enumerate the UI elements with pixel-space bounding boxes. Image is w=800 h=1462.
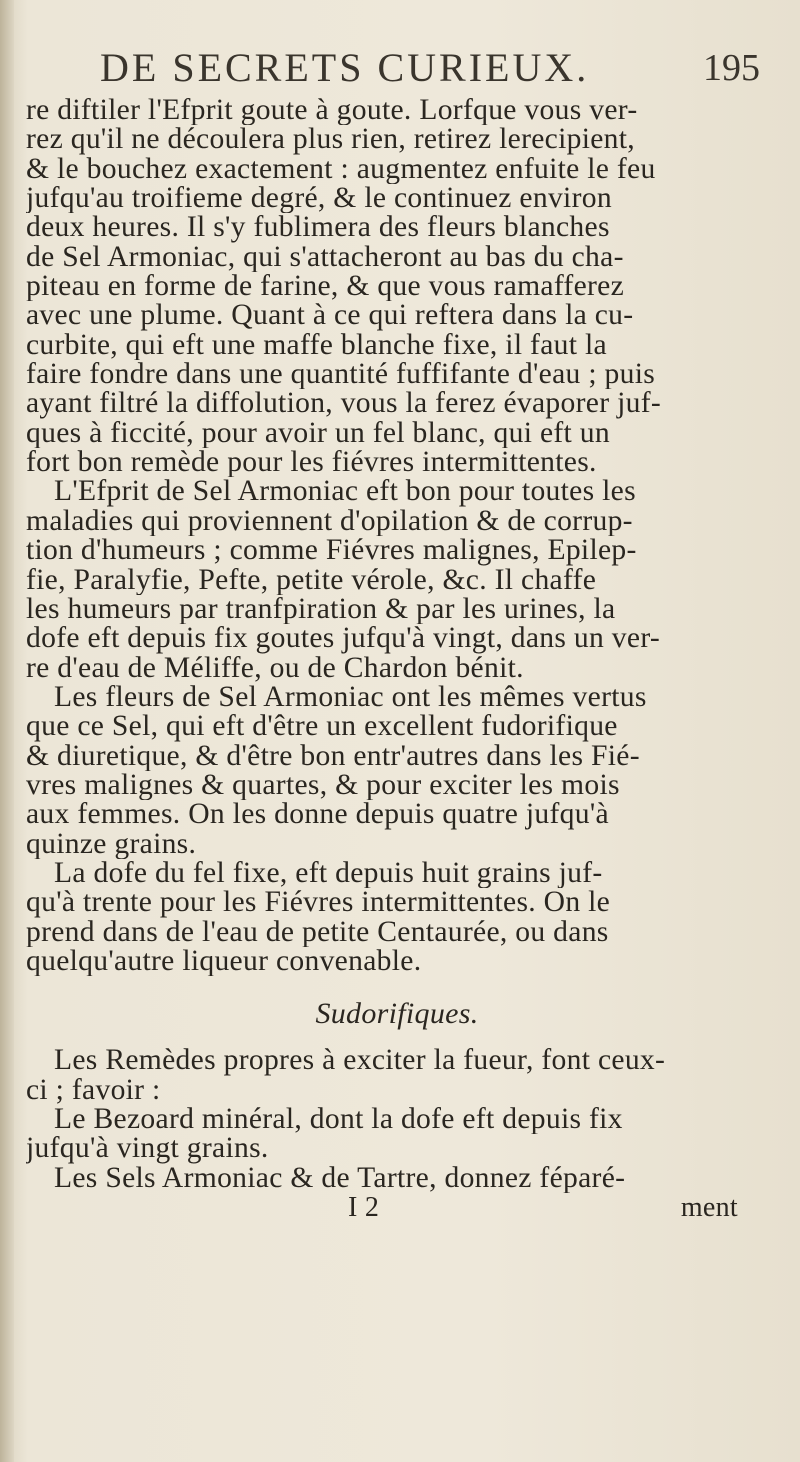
text-line: Les fleurs de Sel Armoniac ont les mêmes vertus [54, 682, 647, 713]
text-line: quinze grains. [26, 829, 197, 859]
text-line: les humeurs par tranfpiration & par les urines, la [26, 594, 616, 625]
paragraph [26, 1046, 768, 1105]
text-line: & le bouchez exactement : augmentez enfuite le feu [26, 154, 656, 185]
text-line: jufqu'à vingt grains. [26, 1134, 269, 1164]
text-line: & diuretique, & d'être bon entr'autres dans les Fié- [26, 741, 640, 771]
text-line: deux heures. Il s'y fublimera des fleurs blanches [26, 213, 610, 243]
text-line: que ce Sel, qui eft d'être un excellent fudorifique [26, 712, 618, 742]
text-line: de Sel Armoniac, qui s'attacheront au bas du cha- [26, 242, 624, 273]
text-line: ques à ficcité, pour avoir un fel blanc, qui eft un [26, 418, 610, 449]
catchword: ment [680, 1192, 738, 1224]
page-number: 195 [703, 47, 760, 89]
text-line: quelqu'autre liqueur convenable. [26, 946, 422, 977]
text-line: curbite, qui eft une maffe blanche fixe, il faut la [26, 330, 607, 361]
text-line: re d'eau de Méliffe, ou de Chardon bénit. [26, 653, 524, 683]
text-line: faire fondre dans une quantité fuffifante d'eau ; puis [26, 360, 656, 390]
text-line: L'Efprit de Sel Armoniac eft bon pour toutes les [54, 477, 636, 507]
text-line: vres malignes & quartes, & pour exciter les mois [26, 770, 620, 801]
paragraph [26, 96, 768, 477]
paragraph [26, 1164, 768, 1193]
text-line: tion d'humeurs ; comme Fiévres malignes, Epilep- [26, 536, 637, 566]
paragraph [26, 859, 768, 976]
text-line: Les Sels Armoniac & de Tartre, donnez féparé- [54, 1163, 626, 1194]
body-text [26, 96, 768, 1223]
signature-mark: I 2 [348, 1192, 380, 1224]
text-line: dofe eft depuis fix goutes jufqu'à vingt, dans un ver- [26, 624, 661, 654]
page-gutter [0, 0, 14, 1462]
paragraph [26, 683, 768, 859]
text-line: re diftiler l'Efprit goute à goute. Lorfque vous ver- [26, 96, 638, 126]
text-line: aux femmes. On les donne depuis quatre jufqu'à [26, 800, 609, 830]
text-line: fort bon remède pour les fiévres intermittentes. [26, 448, 597, 478]
section-paragraphs-block [26, 1046, 768, 1193]
text-line: qu'à trente pour les Fiévres intermittentes. On le [26, 888, 611, 918]
paragraphs-block [26, 96, 768, 976]
text-line: rez qu'il ne découlera plus rien, retirez lerecipient, [26, 125, 635, 155]
text-line: prend dans de l'eau de petite Centaurée, ou dans [26, 917, 609, 947]
paragraph [26, 1105, 768, 1164]
text-line: La dofe du fel fixe, eft depuis huit grains juf- [54, 858, 603, 889]
text-line: ci ; favoir : [26, 1075, 161, 1105]
text-line: Les Remèdes propres à exciter la fueur, font ceux- [54, 1046, 666, 1076]
text-line: ayant filtré la diffolution, vous la ferez évaporer juf- [26, 389, 662, 419]
footer-row [26, 1193, 768, 1223]
running-head: DE SECRETS CURIEUX. [100, 45, 590, 90]
text-line: jufqu'au troifieme degré, & le continuez environ [26, 184, 612, 214]
text-line: fie, Paralyfie, Pefte, petite vérole, &c. Il chaffe [26, 565, 597, 595]
section-heading: Sudorifiques. [315, 997, 479, 1031]
text-line: avec une plume. Quant à ce qui reftera dans la cu- [26, 301, 634, 331]
paragraph [26, 477, 768, 682]
text-line: maladies qui proviennent d'opilation & de corrup- [26, 506, 633, 537]
text-line: Le Bezoard minéral, dont la dofe eft depuis fix [54, 1105, 623, 1135]
text-line: piteau en forme de farine, & que vous ramafferez [26, 272, 625, 302]
page-header [80, 44, 780, 96]
